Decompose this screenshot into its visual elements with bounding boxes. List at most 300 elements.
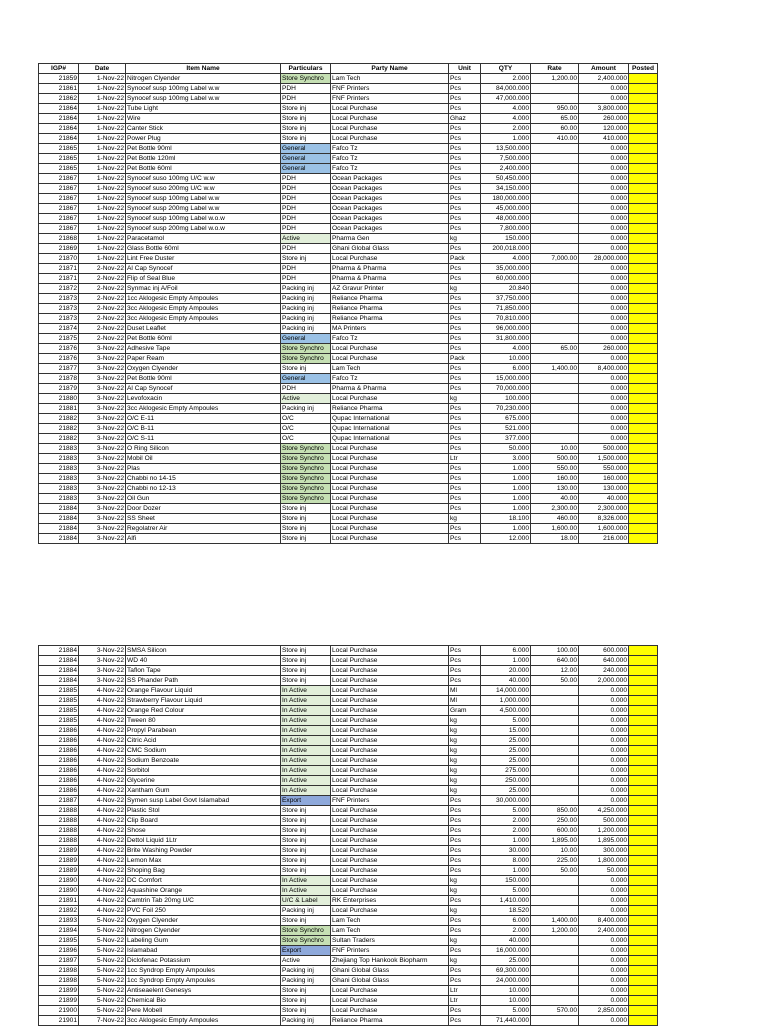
item-name-cell: Synocef suso 100mg U/C w.w — [126, 174, 281, 184]
amount-cell: 1,800.000 — [579, 856, 629, 866]
posted-cell — [629, 776, 658, 786]
item-name-cell: Pere Mobell — [126, 1006, 281, 1016]
item-name-cell: Pet Bottle 60ml — [126, 164, 281, 174]
unit-cell: kg — [449, 936, 481, 946]
unit-cell: Ltr — [449, 996, 481, 1006]
party-name-cell: Reliance Pharma — [331, 304, 449, 314]
posted-cell — [629, 344, 658, 354]
posted-cell — [629, 334, 658, 344]
unit-cell: Pcs — [449, 74, 481, 84]
qty-cell: 1.000 — [481, 656, 531, 666]
particulars-cell: In Active — [281, 886, 331, 896]
amount-cell: 120.000 — [579, 124, 629, 134]
unit-cell: Pcs — [449, 434, 481, 444]
qty-cell: 2.000 — [481, 124, 531, 134]
posted-cell — [629, 524, 658, 534]
item-name-cell: Oxygen Clyender — [126, 916, 281, 926]
unit-cell: kg — [449, 886, 481, 896]
amount-cell: 0.000 — [579, 786, 629, 796]
posted-cell — [629, 224, 658, 234]
qty-cell: 150.000 — [481, 876, 531, 886]
date-cell: 1-Nov-22 — [79, 74, 126, 84]
particulars-cell: In Active — [281, 686, 331, 696]
date-cell: 3-Nov-22 — [79, 364, 126, 374]
item-name-cell: Tween 80 — [126, 716, 281, 726]
amount-cell: 0.000 — [579, 896, 629, 906]
unit-cell: Pcs — [449, 444, 481, 454]
amount-cell: 0.000 — [579, 274, 629, 284]
unit-cell: Pcs — [449, 334, 481, 344]
unit-cell: Gram — [449, 706, 481, 716]
qty-cell: 1.000 — [481, 484, 531, 494]
rate-cell: 10.00 — [531, 444, 579, 454]
qty-cell: 2.000 — [481, 816, 531, 826]
particulars-cell: In Active — [281, 786, 331, 796]
particulars-cell: Store Synchro — [281, 344, 331, 354]
table-row — [39, 194, 658, 204]
unit-cell: Pcs — [449, 174, 481, 184]
amount-cell: 0.000 — [579, 404, 629, 414]
item-name-cell: Antiseaelent Genesys — [126, 986, 281, 996]
unit-cell: kg — [449, 756, 481, 766]
particulars-cell: Store Synchro — [281, 926, 331, 936]
party-name-cell: Local Purchase — [331, 494, 449, 504]
particulars-cell: Store inj — [281, 124, 331, 134]
rate-cell: 950.00 — [531, 104, 579, 114]
igp-cell: 21885 — [39, 706, 79, 716]
rate-cell: 60.00 — [531, 124, 579, 134]
igp-cell: 21888 — [39, 826, 79, 836]
igp-cell: 21898 — [39, 976, 79, 986]
igp-cell: 21867 — [39, 184, 79, 194]
rate-cell: 250.00 — [531, 816, 579, 826]
posted-cell — [629, 676, 658, 686]
posted-cell — [629, 886, 658, 896]
date-cell: 1-Nov-22 — [79, 124, 126, 134]
date-cell: 4-Nov-22 — [79, 796, 126, 806]
igp-cell: 21864 — [39, 124, 79, 134]
particulars-cell: PDH — [281, 184, 331, 194]
unit-cell: Pcs — [449, 816, 481, 826]
table-row — [39, 84, 658, 94]
amount-cell: 0.000 — [579, 284, 629, 294]
igp-cell: 21871 — [39, 274, 79, 284]
igp-cell: 21871 — [39, 264, 79, 274]
amount-cell: 4,250.000 — [579, 806, 629, 816]
posted-cell — [629, 144, 658, 154]
date-cell: 4-Nov-22 — [79, 876, 126, 886]
qty-cell: 250.000 — [481, 776, 531, 786]
party-name-cell: Lam Tech — [331, 916, 449, 926]
particulars-cell: Packing inj — [281, 1016, 331, 1026]
particulars-cell: Store inj — [281, 986, 331, 996]
column-header: Amount — [579, 64, 629, 74]
particulars-cell: Store Synchro — [281, 474, 331, 484]
rate-cell — [531, 224, 579, 234]
posted-cell — [629, 846, 658, 856]
posted-cell — [629, 94, 658, 104]
igp-cell: 21865 — [39, 144, 79, 154]
qty-cell: 4.000 — [481, 344, 531, 354]
column-header: Posted — [629, 64, 658, 74]
posted-cell — [629, 164, 658, 174]
posted-cell — [629, 696, 658, 706]
party-name-cell: Local Purchase — [331, 646, 449, 656]
amount-cell: 0.000 — [579, 84, 629, 94]
unit-cell: Pcs — [449, 224, 481, 234]
date-cell: 3-Nov-22 — [79, 484, 126, 494]
qty-cell: 3.000 — [481, 454, 531, 464]
qty-cell: 6.000 — [481, 916, 531, 926]
amount-cell: 0.000 — [579, 796, 629, 806]
particulars-cell: General — [281, 154, 331, 164]
party-name-cell: Local Purchase — [331, 876, 449, 886]
item-name-cell: Synocef susp 100mg Label w.o.w — [126, 214, 281, 224]
amount-cell: 0.000 — [579, 424, 629, 434]
party-name-cell: Local Purchase — [331, 996, 449, 1006]
date-cell: 3-Nov-22 — [79, 374, 126, 384]
party-name-cell: Ghani Global Glass — [331, 244, 449, 254]
date-cell: 3-Nov-22 — [79, 414, 126, 424]
party-name-cell: Local Purchase — [331, 354, 449, 364]
posted-cell — [629, 896, 658, 906]
particulars-cell: Store inj — [281, 996, 331, 1006]
particulars-cell: Store Synchro — [281, 354, 331, 364]
rate-cell — [531, 986, 579, 996]
party-name-cell: Local Purchase — [331, 826, 449, 836]
party-name-cell: Local Purchase — [331, 786, 449, 796]
amount-cell: 2,000.000 — [579, 676, 629, 686]
party-name-cell: Local Purchase — [331, 736, 449, 746]
item-name-cell: Synocef susp 100mg Label w.w — [126, 194, 281, 204]
rate-cell — [531, 434, 579, 444]
unit-cell: Pcs — [449, 324, 481, 334]
date-cell: 4-Nov-22 — [79, 846, 126, 856]
item-name-cell: Taflon Tape — [126, 666, 281, 676]
qty-cell: 31,800.000 — [481, 334, 531, 344]
igp-cell: 21883 — [39, 494, 79, 504]
date-cell: 1-Nov-22 — [79, 194, 126, 204]
posted-cell — [629, 936, 658, 946]
igp-cell: 21895 — [39, 936, 79, 946]
amount-cell: 0.000 — [579, 234, 629, 244]
item-name-cell: Wire — [126, 114, 281, 124]
unit-cell: Pcs — [449, 524, 481, 534]
unit-cell: Pcs — [449, 494, 481, 504]
table-row — [39, 786, 658, 796]
rate-cell — [531, 896, 579, 906]
qty-cell: 1.000 — [481, 494, 531, 504]
qty-cell: 40.000 — [481, 676, 531, 686]
table-row — [39, 706, 658, 716]
unit-cell: Pcs — [449, 896, 481, 906]
unit-cell: Ltr — [449, 986, 481, 996]
igp-cell: 21899 — [39, 996, 79, 1006]
unit-cell: Pcs — [449, 164, 481, 174]
particulars-cell: In Active — [281, 766, 331, 776]
table-row — [39, 646, 658, 656]
table-row — [39, 906, 658, 916]
amount-cell: 0.000 — [579, 304, 629, 314]
table-row — [39, 716, 658, 726]
item-name-cell: Citric Acid — [126, 736, 281, 746]
qty-cell: 35,000.000 — [481, 264, 531, 274]
table-row — [39, 836, 658, 846]
date-cell: 5-Nov-22 — [79, 976, 126, 986]
particulars-cell: Store inj — [281, 534, 331, 544]
table-row — [39, 986, 658, 996]
unit-cell: kg — [449, 776, 481, 786]
party-name-cell: Qupac International — [331, 424, 449, 434]
date-cell: 4-Nov-22 — [79, 766, 126, 776]
date-cell: 1-Nov-22 — [79, 184, 126, 194]
rate-cell: 1,400.00 — [531, 916, 579, 926]
party-name-cell: FNF Printers — [331, 94, 449, 104]
amount-cell: 0.000 — [579, 324, 629, 334]
qty-cell: 2,400.000 — [481, 164, 531, 174]
table-row — [39, 414, 658, 424]
table-row — [39, 124, 658, 134]
table-row — [39, 746, 658, 756]
rate-cell: 640.00 — [531, 656, 579, 666]
item-name-cell: Plas — [126, 464, 281, 474]
item-name-cell: Camtrin Tab 20mg U/C — [126, 896, 281, 906]
unit-cell: Pcs — [449, 846, 481, 856]
item-name-cell: Islamabad — [126, 946, 281, 956]
posted-cell — [629, 404, 658, 414]
date-cell: 1-Nov-22 — [79, 114, 126, 124]
date-cell: 2-Nov-22 — [79, 304, 126, 314]
date-cell: 4-Nov-22 — [79, 726, 126, 736]
amount-cell: 0.000 — [579, 94, 629, 104]
igp-cell: 21864 — [39, 104, 79, 114]
party-name-cell: Ocean Packages — [331, 214, 449, 224]
table-row — [39, 474, 658, 484]
item-name-cell: DC Comfort — [126, 876, 281, 886]
qty-cell: 5.000 — [481, 886, 531, 896]
posted-cell — [629, 866, 658, 876]
particulars-cell: In Active — [281, 776, 331, 786]
amount-cell: 0.000 — [579, 354, 629, 364]
table-row — [39, 816, 658, 826]
rate-cell: 10.00 — [531, 846, 579, 856]
amount-cell: 550.000 — [579, 464, 629, 474]
qty-cell: 84,000.000 — [481, 84, 531, 94]
particulars-cell: Store inj — [281, 524, 331, 534]
igp-cell: 21867 — [39, 194, 79, 204]
item-name-cell: Lint Free Duster — [126, 254, 281, 264]
unit-cell: Pcs — [449, 154, 481, 164]
item-name-cell: Mobil Oil — [126, 454, 281, 464]
amount-cell: 0.000 — [579, 374, 629, 384]
table-row — [39, 394, 658, 404]
posted-cell — [629, 444, 658, 454]
date-cell: 3-Nov-22 — [79, 474, 126, 484]
item-name-cell: Nitrogen Clyender — [126, 74, 281, 84]
amount-cell: 0.000 — [579, 696, 629, 706]
posted-cell — [629, 876, 658, 886]
table-row — [39, 254, 658, 264]
table-row — [39, 866, 658, 876]
particulars-cell: Store inj — [281, 646, 331, 656]
item-name-cell: SS Phander Path — [126, 676, 281, 686]
qty-cell: 14,000.000 — [481, 686, 531, 696]
posted-cell — [629, 374, 658, 384]
posted-cell — [629, 956, 658, 966]
qty-cell: 1.000 — [481, 866, 531, 876]
table-row — [39, 74, 658, 84]
particulars-cell: Store inj — [281, 826, 331, 836]
igp-cell: 21868 — [39, 234, 79, 244]
unit-cell: kg — [449, 284, 481, 294]
unit-cell: kg — [449, 234, 481, 244]
date-cell: 4-Nov-22 — [79, 686, 126, 696]
particulars-cell: Store inj — [281, 916, 331, 926]
posted-cell — [629, 686, 658, 696]
item-name-cell: SS Sheet — [126, 514, 281, 524]
particulars-cell: In Active — [281, 716, 331, 726]
particulars-cell: In Active — [281, 746, 331, 756]
rate-cell: 1,400.00 — [531, 364, 579, 374]
rate-cell — [531, 876, 579, 886]
date-cell: 2-Nov-22 — [79, 314, 126, 324]
amount-cell: 0.000 — [579, 194, 629, 204]
date-cell: 1-Nov-22 — [79, 214, 126, 224]
rate-cell: 1,200.00 — [531, 74, 579, 84]
unit-cell: Pcs — [449, 676, 481, 686]
column-header: Rate — [531, 64, 579, 74]
date-cell: 1-Nov-22 — [79, 154, 126, 164]
item-name-cell: Propyl Parabean — [126, 726, 281, 736]
date-cell: 3-Nov-22 — [79, 444, 126, 454]
date-cell: 3-Nov-22 — [79, 454, 126, 464]
unit-cell: kg — [449, 746, 481, 756]
igp-cell: 21861 — [39, 84, 79, 94]
rate-cell: 50.00 — [531, 676, 579, 686]
party-name-cell: Local Purchase — [331, 726, 449, 736]
igp-cell: 21884 — [39, 666, 79, 676]
amount-cell: 160.000 — [579, 474, 629, 484]
party-name-cell: Lam Tech — [331, 364, 449, 374]
amount-cell: 0.000 — [579, 886, 629, 896]
table-row — [39, 364, 658, 374]
item-name-cell: Synocef suso 200mg U/C w.w — [126, 184, 281, 194]
unit-cell: Pcs — [449, 294, 481, 304]
particulars-cell: General — [281, 334, 331, 344]
posted-cell — [629, 114, 658, 124]
party-name-cell: FNF Printers — [331, 946, 449, 956]
table-row — [39, 856, 658, 866]
column-header: Party Name — [331, 64, 449, 74]
posted-cell — [629, 184, 658, 194]
rate-cell — [531, 946, 579, 956]
posted-cell — [629, 946, 658, 956]
rate-cell — [531, 194, 579, 204]
party-name-cell: Fafco Tz — [331, 144, 449, 154]
amount-cell: 1,895.000 — [579, 836, 629, 846]
party-name-cell: Pharma & Pharma — [331, 384, 449, 394]
item-name-cell: WD 40 — [126, 656, 281, 666]
amount-cell: 600.000 — [579, 646, 629, 656]
amount-cell: 0.000 — [579, 164, 629, 174]
unit-cell: Pcs — [449, 314, 481, 324]
rate-cell — [531, 726, 579, 736]
particulars-cell: Packing inj — [281, 976, 331, 986]
party-name-cell: Local Purchase — [331, 394, 449, 404]
table-row — [39, 686, 658, 696]
amount-cell: 0.000 — [579, 264, 629, 274]
table-row — [39, 404, 658, 414]
date-cell: 1-Nov-22 — [79, 104, 126, 114]
rate-cell — [531, 956, 579, 966]
posted-cell — [629, 1006, 658, 1016]
unit-cell: Pcs — [449, 646, 481, 656]
posted-cell — [629, 666, 658, 676]
igp-cell: 21873 — [39, 304, 79, 314]
igp-cell: 21883 — [39, 484, 79, 494]
qty-cell: 4.000 — [481, 254, 531, 264]
particulars-cell: Export — [281, 946, 331, 956]
amount-cell: 1,500.000 — [579, 454, 629, 464]
qty-cell: 50.000 — [481, 444, 531, 454]
date-cell: 3-Nov-22 — [79, 464, 126, 474]
igp-cell: 21879 — [39, 384, 79, 394]
particulars-cell: Store inj — [281, 254, 331, 264]
table-row — [39, 244, 658, 254]
unit-cell: Pack — [449, 254, 481, 264]
unit-cell: Ghaz — [449, 114, 481, 124]
posted-cell — [629, 204, 658, 214]
igp-cell: 21867 — [39, 204, 79, 214]
unit-cell: kg — [449, 716, 481, 726]
party-name-cell: Local Purchase — [331, 454, 449, 464]
date-cell: 4-Nov-22 — [79, 836, 126, 846]
rate-cell: 7,000.00 — [531, 254, 579, 264]
table-row — [39, 94, 658, 104]
igp-cell: 21865 — [39, 164, 79, 174]
amount-cell: 8,326.000 — [579, 514, 629, 524]
table-row — [39, 946, 658, 956]
unit-cell: Pcs — [449, 184, 481, 194]
particulars-cell: Packing inj — [281, 966, 331, 976]
igp-cell: 21889 — [39, 856, 79, 866]
table-row — [39, 344, 658, 354]
particulars-cell: Store Synchro — [281, 74, 331, 84]
party-name-cell: Local Purchase — [331, 716, 449, 726]
rate-cell — [531, 394, 579, 404]
table-row — [39, 504, 658, 514]
posted-cell — [629, 926, 658, 936]
posted-cell — [629, 384, 658, 394]
particulars-cell: U/C & Label — [281, 896, 331, 906]
party-name-cell: Local Purchase — [331, 114, 449, 124]
posted-cell — [629, 454, 658, 464]
unit-cell: Pcs — [449, 464, 481, 474]
unit-cell: kg — [449, 906, 481, 916]
unit-cell: Pcs — [449, 274, 481, 284]
qty-cell: 4.000 — [481, 114, 531, 124]
table-row — [39, 806, 658, 816]
rate-cell: 850.00 — [531, 806, 579, 816]
unit-cell: Pcs — [449, 204, 481, 214]
unit-cell: kg — [449, 514, 481, 524]
qty-cell: 521.000 — [481, 424, 531, 434]
rate-cell: 550.00 — [531, 464, 579, 474]
date-cell: 2-Nov-22 — [79, 264, 126, 274]
date-cell: 3-Nov-22 — [79, 666, 126, 676]
qty-cell: 377.000 — [481, 434, 531, 444]
unit-cell: kg — [449, 736, 481, 746]
